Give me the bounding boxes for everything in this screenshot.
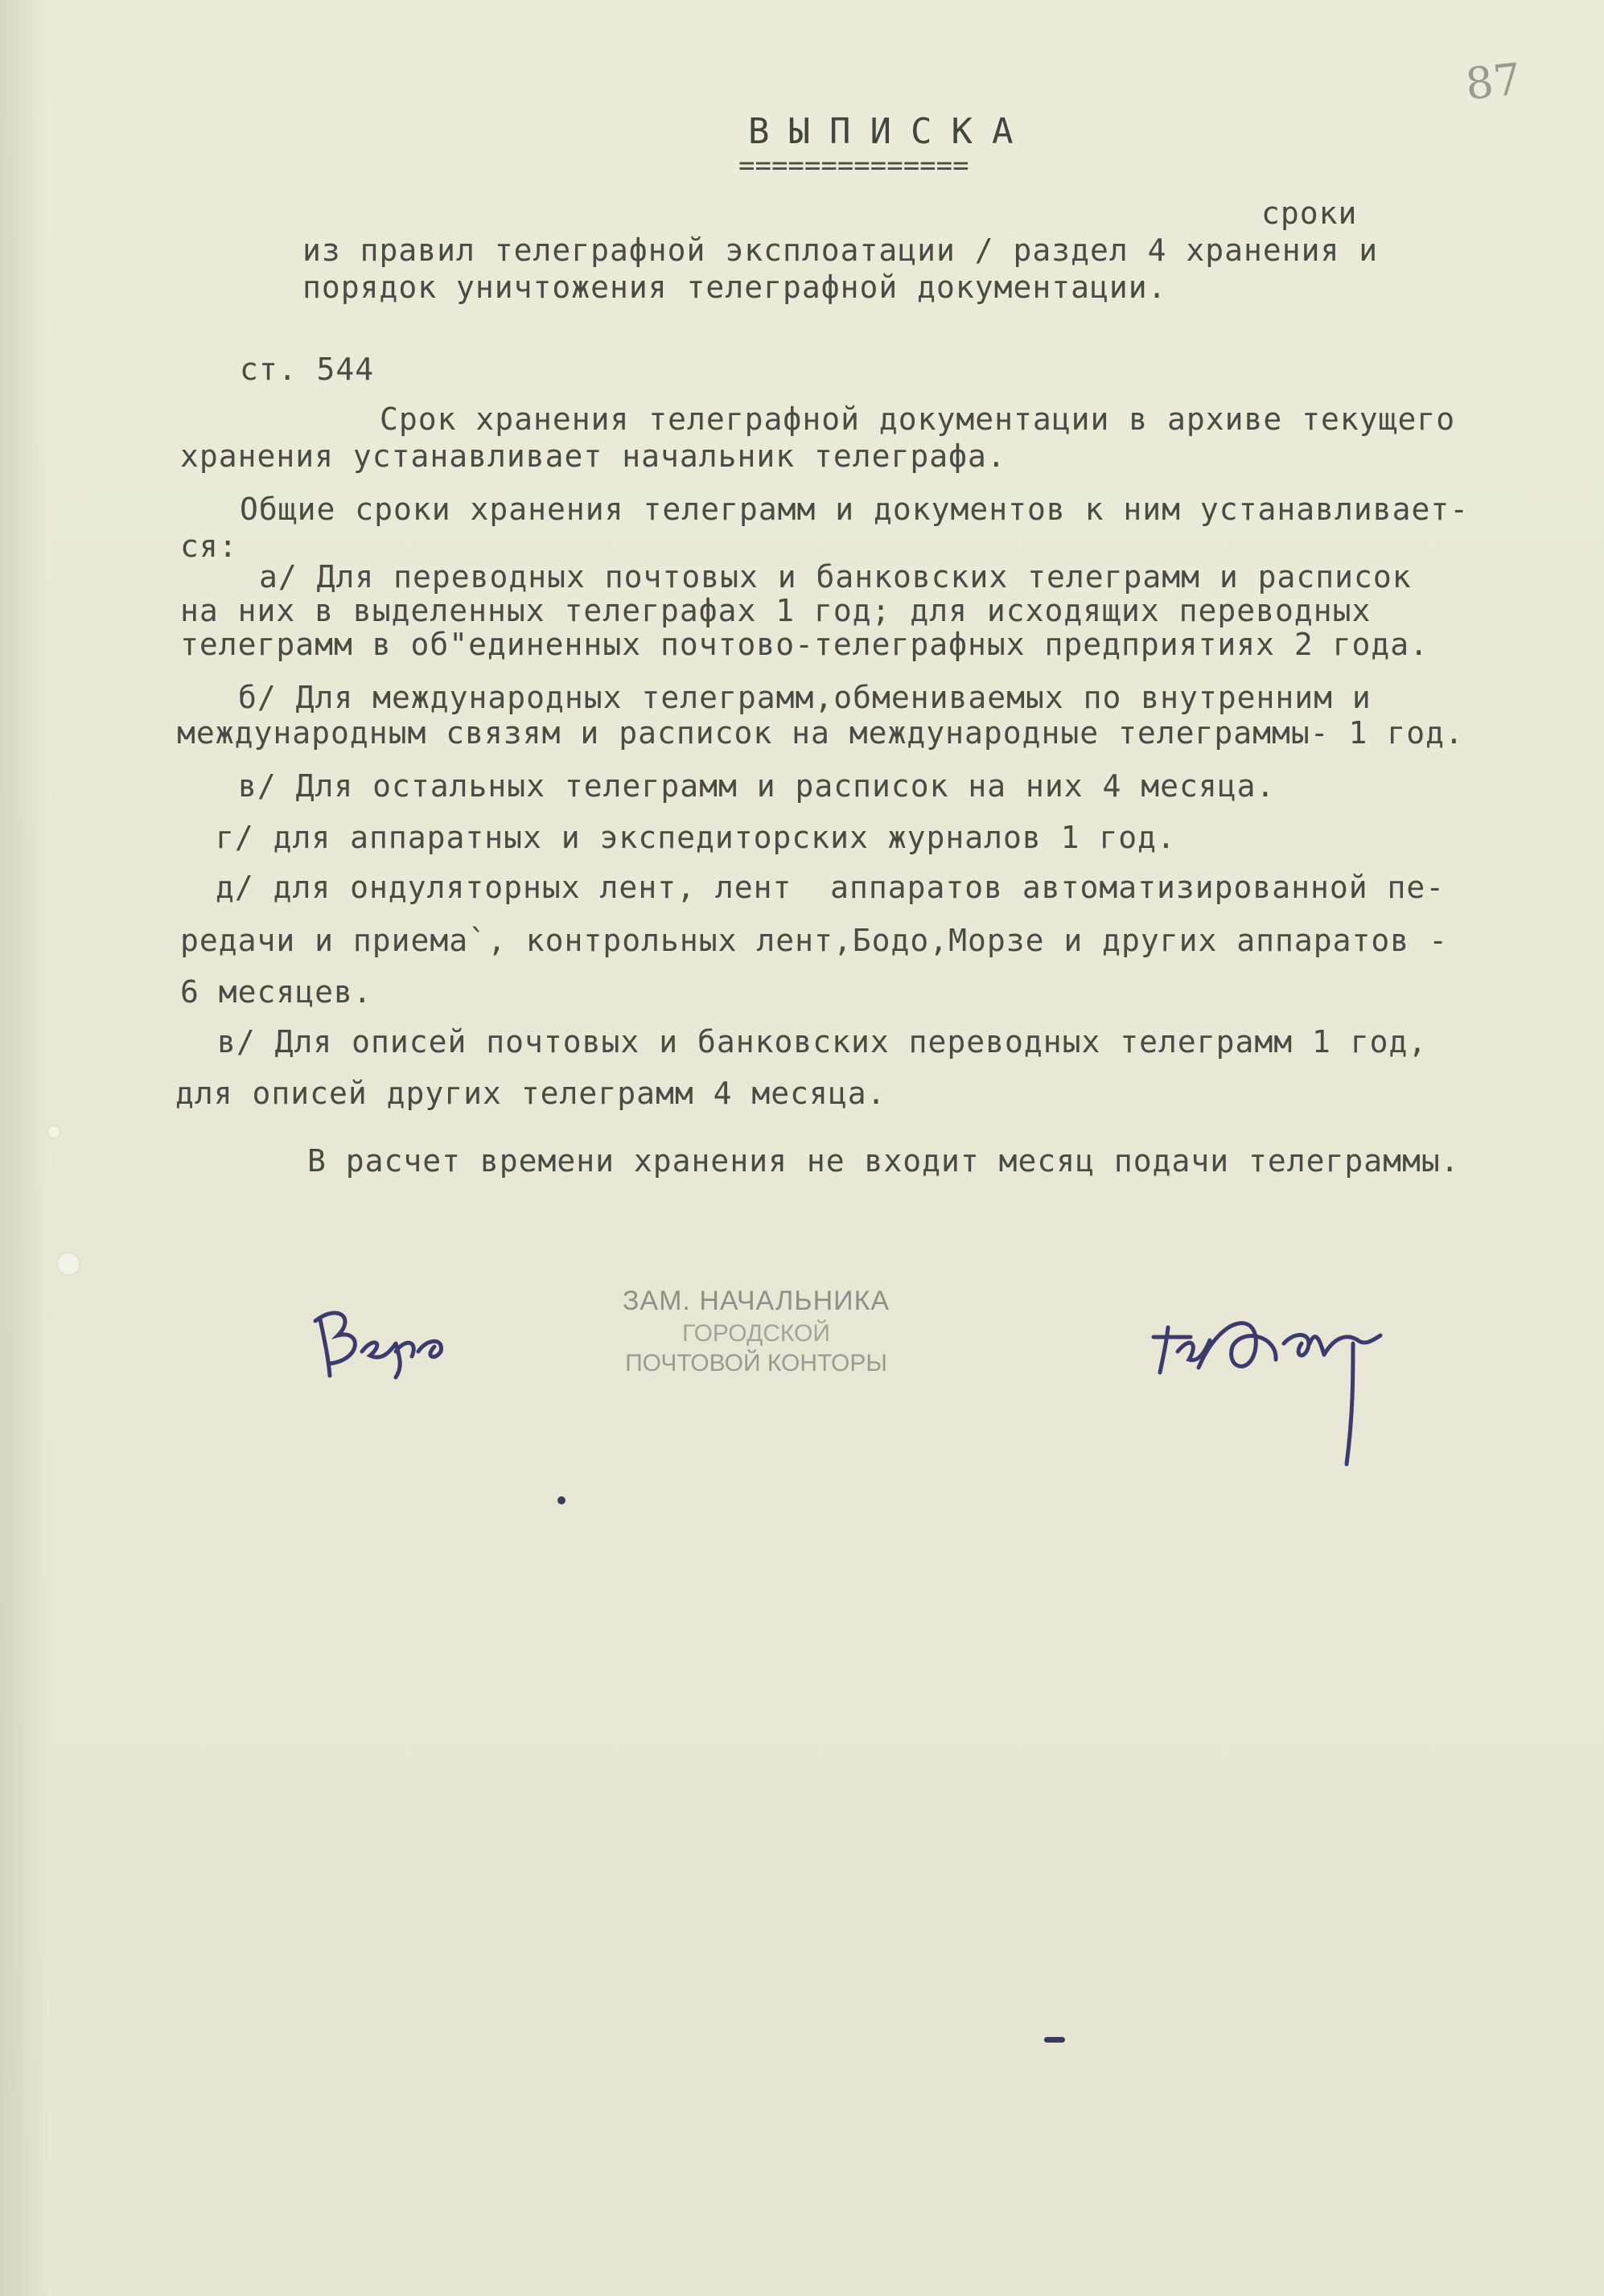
page-edge-shadow [0, 0, 48, 2296]
punch-hole-mark [48, 1126, 60, 1138]
body-line: в/ Для остальных телеграмм и расписок на них 4 месяца. [238, 768, 1276, 804]
body-line: телеграмм в об"единенных почтово-телеграфных предприятиях 2 года. [180, 627, 1429, 662]
header-line-2: порядок уничтожения телеграфной документации. [302, 270, 1167, 305]
body-line: г/ для аппаратных и экспедиторских журналов 1 год. [216, 820, 1176, 855]
stamp-line-2: ГОРОДСКОЙ [682, 1319, 830, 1347]
ink-speck [1044, 2037, 1065, 2043]
archive-page-number: 87 [1462, 53, 1524, 110]
body-line: ся: [180, 529, 238, 564]
body-line: для описей других телеграмм 4 месяца. [175, 1076, 886, 1111]
official-signature [1142, 1295, 1408, 1472]
stamp-line-3: ПОЧТОВОЙ КОНТОРЫ [625, 1350, 887, 1376]
body-line: Общие сроки хранения телеграмм и документов к ним устанавливает- [240, 492, 1470, 527]
body-line: б/ Для международных телеграмм,обмениваемых по внутренним и [238, 680, 1372, 715]
body-line: хранения устанавливает начальник телеграфа. [180, 438, 1006, 474]
title-underline: ============== [738, 150, 969, 182]
punch-hole-mark [58, 1253, 79, 1274]
ink-speck [557, 1496, 566, 1504]
body-line: а/ Для переводных почтовых и банковских телеграмм и расписок [259, 559, 1412, 595]
body-line: д/ для ондуляторных лент, лент аппаратов автоматизированной пе- [216, 870, 1446, 905]
body-line: В расчет времени хранения не входит месяц подачи телеграммы. [307, 1143, 1460, 1179]
official-stamp [579, 1284, 933, 1379]
header-insert: сроки [1261, 195, 1358, 231]
body-line: международным связям и расписок на международные телеграммы- 1 год. [177, 715, 1464, 751]
body-line: в/ Для описей почтовых и банковских переводных телеграмм 1 год, [217, 1024, 1428, 1060]
header-line-1: из правил телеграфной эксплоатации / раздел 4 хранения и [302, 232, 1379, 268]
body-line: 6 месяцев. [180, 974, 372, 1010]
body-line: на них в выделенных телеграфах 1 год; для исходящих переводных [180, 593, 1372, 628]
document-title: ВЫПИСКА [748, 111, 1033, 152]
stamp-line-1: ЗАМ. НАЧАЛЬНИКА [622, 1286, 890, 1316]
article-number: ст. 544 [240, 352, 375, 387]
body-line: редачи и приема`, контрольных лент,Бодо,Морзе и других аппаратов - [180, 923, 1448, 958]
handwritten-verno-mark [306, 1287, 491, 1392]
body-line: Срок хранения телеграфной документации в архиве текущего [380, 401, 1456, 437]
